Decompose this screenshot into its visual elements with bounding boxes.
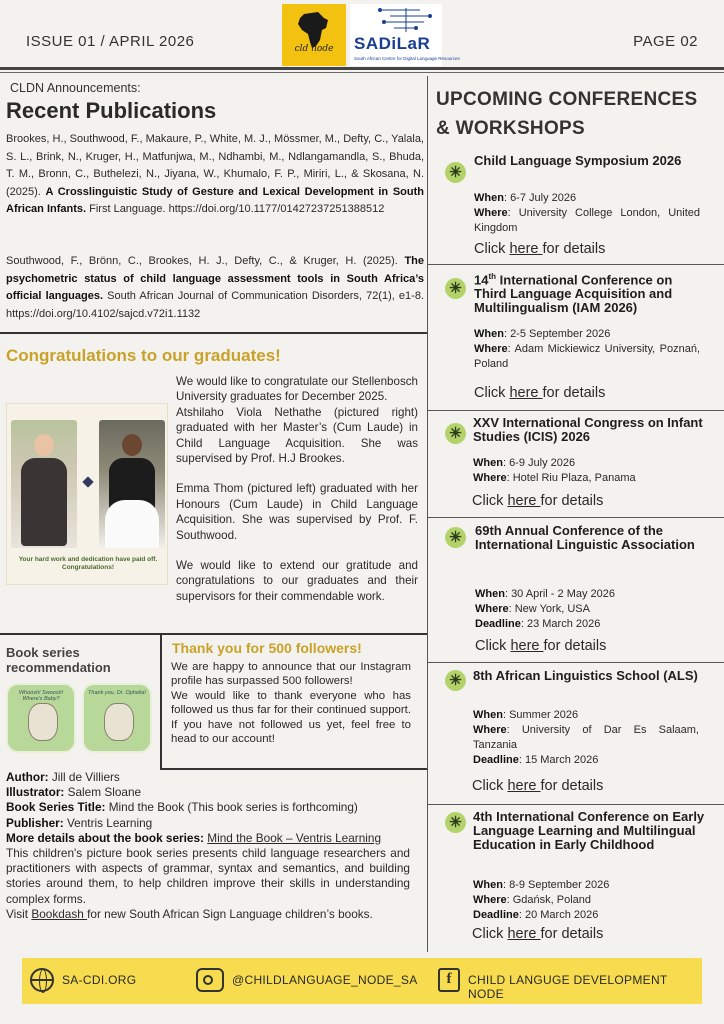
asterisk-icon: ✳: [445, 162, 466, 183]
publication-1-authors: Brookes, H., Southwood, F., Makaure, P., White, M. J., Mössmer, M., Defty, C., Yalala, S. L., Brink, N., Kruger, H., Matfunjwa, M., Ndhambi, M., Ndlangamandla, S., Bhuda, T. M., Bronn, C., Buthelezi, N., Jiyana, W., Khumalo, F. P., Miriri, L., & Skosana, N. (2025).: [6, 133, 424, 198]
conference-details: When: 30 April - 2 May 2026 Where: New York, USA Deadline: 23 March 2026: [475, 588, 616, 630]
book-series-details: Author: Jill de Villiers Illustrator: Salem Sloane Book Series Title: Mind the Book (This book series is forthcoming) Publisher: Ventris Learning More details about the book series: Mind the Book – Ventris Learning This children's picture book series presents child language researchers and practitioners with aspects of grammar, syntax and semantics, and building stories around them, to help children improve their skills in understanding complex forms. Visit Bookdash for new South African Sign Language children’s books.: [6, 770, 410, 921]
conference-title: XXV International Congress on Infant Studies (ICIS) 2026: [473, 415, 703, 444]
section-divider: [0, 332, 427, 334]
header-divider-thin: [0, 72, 724, 73]
column-divider: [427, 76, 428, 952]
sadilar-logo-text: SADiLaR: [354, 34, 431, 53]
instagram-icon: [196, 968, 224, 992]
book-illustrator: Salem Sloane: [64, 785, 142, 800]
graduates-text: [176, 374, 418, 619]
sadilar-logo: [350, 4, 460, 66]
book-cover-1-title: Whoosh! Swoosh! Where's Baby?: [18, 690, 64, 702]
announcements-label: CLDN Announcements:: [10, 81, 141, 95]
book-cover-1: [6, 683, 76, 753]
facebook-icon: f: [438, 968, 460, 992]
graduates-photo: [6, 403, 168, 585]
graduates-title: Congratulations to our graduates!: [6, 346, 281, 365]
conference-title: 14th International Conference on Third Language Acquisition and Multilingualism (IAM 2026): [474, 272, 673, 316]
conference-details: When: 2-5 September 2026 Where: Adam Mickiewicz University, Poznań, Poland: [474, 328, 700, 370]
followers-title: Thank you for 500 followers!: [172, 640, 362, 656]
conference-details-link[interactable]: Click here for details: [472, 926, 604, 942]
conference-details: When: 8-9 September 2026 Where: Gdańsk, Poland Deadline: 20 March 2026: [473, 879, 610, 921]
cld-node-logo: [282, 4, 346, 66]
website-link[interactable]: SA-CDI.ORG: [62, 973, 137, 987]
conference-details-link[interactable]: Click here for details: [474, 385, 606, 401]
conferences-heading: UPCOMING CONFERENCES & WORKSHOPS: [436, 89, 698, 139]
conference-details-link[interactable]: Click here for details: [472, 778, 604, 794]
conference-details-link[interactable]: Click here for details: [472, 493, 604, 509]
facebook-page[interactable]: CHILD LANGUGE DEVELOPMENT NODE: [468, 973, 668, 1001]
page-number: PAGE 02: [633, 33, 698, 50]
page-header: [0, 0, 724, 72]
conference-title: Child Language Symposium 2026: [474, 153, 682, 168]
book-series-heading: Book series recommendation: [6, 645, 111, 675]
graduates-photo-caption: Your hard work and dedication have paid off. Congratulations!: [18, 556, 158, 571]
book-publisher: Ventris Learning: [63, 815, 153, 830]
publication-1-title: A Crosslinguistic Study of Gesture and Lexical Development in South African Infants.: [6, 185, 424, 215]
sadilar-logo-subtext: South African Centre for Digital Language Resources: [354, 56, 460, 61]
conference-details-link[interactable]: Click here for details: [474, 241, 606, 257]
graduates-paragraph-2: Emma Thom (pictured left) graduated with her Honours (Cum Laude) in Child Language Acquisition. She was supervised by Prof. F. Southwood.: [176, 482, 418, 542]
conference-details: When: Summer 2026 Where: University of Dar Es Salaam, Tanzania Deadline: 15 March 2026: [473, 709, 699, 766]
book-series-description: This children's picture book series presents child language researchers and practitioners with aspects of grammar, syntax and semantics, and building stories around them, to help children improve their skills in understanding complex forms.: [6, 846, 410, 906]
asterisk-icon: ✳: [445, 278, 466, 299]
issue-label: ISSUE 01 / APRIL 2026: [26, 33, 195, 50]
publication-1: [6, 131, 424, 219]
conference-title: 69th Annual Conference of the International Linguistic Association: [475, 523, 695, 552]
book-series-link[interactable]: Mind the Book – Ventris Learning: [207, 830, 382, 845]
instagram-handle[interactable]: @CHILDLANGUAGE_NODE_SA: [232, 973, 418, 987]
conference-title: 4th International Conference on Early Language Learning and Multilingual Education in Early Childhood: [473, 809, 705, 852]
circuit-icon: [350, 4, 442, 34]
publication-2-title: The psychometric status of child language assessment tools in South Africa’s official languages.: [6, 255, 424, 302]
card-divider: [428, 517, 724, 518]
followers-text: We are happy to announce that our Instagram profile has surpassed 500 followers! We would like to thank everyone who has followed us thus far for their continued support. If you have not followed us yet, feel free to head to our account!: [171, 661, 411, 746]
recent-publications-title: Recent Publications: [6, 98, 217, 123]
conference-details: When: 6-9 July 2026 Where: Hotel Riu Plaza, Panama: [473, 457, 636, 484]
globe-icon: [30, 968, 54, 992]
conference-details: When: 6-7 July 2026 Where: University College London, United Kingdom: [474, 192, 700, 234]
cld-node-logo-text: cld node: [294, 44, 334, 54]
card-divider: [428, 410, 724, 411]
asterisk-icon: ✳: [445, 423, 466, 444]
diamond-ornament: [82, 476, 93, 487]
graduates-paragraph-3: We would like to extend our gratitude and congratulations to our graduates and their supervisors for their commendable work.: [176, 559, 418, 603]
publication-2: [6, 253, 424, 323]
header-divider: [0, 67, 724, 70]
asterisk-icon: ✳: [445, 670, 466, 691]
publication-1-source[interactable]: First Language. https://doi.org/10.1177/01427237251388512: [86, 203, 385, 215]
conference-details-link[interactable]: Click here for details: [475, 638, 607, 654]
card-divider: [428, 662, 724, 663]
card-divider: [428, 264, 724, 265]
asterisk-icon: ✳: [445, 527, 466, 548]
book-author: Jill de Villiers: [48, 770, 120, 784]
book-series-title: Mind the Book (This book series is forthcoming): [105, 800, 358, 815]
graduates-paragraph-1: We would like to congratulate our Stellenbosch University graduates for December 2025. Atshilaho Viola Nethathe (pictured right) graduated with her Master’s (Cum Laude) in Child Language Acquisition. She was supervised by Prof. H.J Brookes.: [176, 375, 418, 466]
bookdash-link[interactable]: Bookdash: [31, 906, 88, 921]
book-cover-2-title: Thank you, Dr. Ophelia!: [88, 690, 146, 696]
graduate-right-photo: [99, 420, 165, 548]
asterisk-icon: ✳: [445, 812, 466, 833]
graduate-left-photo: [11, 420, 77, 548]
footer-bar: [22, 958, 702, 1004]
book-cover-2: [82, 683, 152, 753]
africa-map-icon: [282, 4, 346, 66]
card-divider: [428, 804, 724, 805]
publication-2-source[interactable]: South African Journal of Communication Disorders, 72(1), e1-8. https://doi.org/10.4102/sajcd.v72i1.1132: [6, 290, 425, 320]
publication-2-authors: Southwood, F., Brönn, C., Brookes, H. J., Defty, C., & Kruger, H. (2025).: [6, 255, 405, 267]
conference-title: 8th African Linguistics School (ALS): [473, 668, 698, 683]
